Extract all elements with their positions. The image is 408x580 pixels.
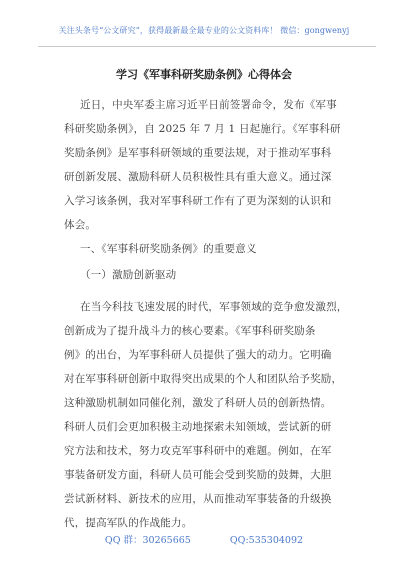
- body-line: 例》的出台，为军事科研人员提供了强大的动力。它明确: [64, 349, 332, 361]
- footer-contact: [0, 532, 408, 546]
- page-title: 学习《军事科研奖励条例》心得体会: [116, 68, 292, 81]
- subsection-heading: （一）激励创新驱动: [80, 269, 177, 281]
- body-line: 事装备研发方面，科研人员可能会受到奖励的鼓舞，大胆: [64, 469, 332, 481]
- body-line: 对在军事科研创新中取得突出成果的个人和团队给予奖励，: [64, 373, 343, 385]
- body-line: 尝试新材料、新技术的应用，从而推动军事装备的升级换: [64, 493, 332, 505]
- footer-qq-group: QQ 群：30265665: [104, 535, 191, 546]
- footer-qq: QQ:535304092: [229, 535, 304, 546]
- body-line: 代，提高军队的作战能力。: [64, 517, 193, 529]
- body-line: 究方法和技术，努力攻克军事科研中的难题。例如，在军: [64, 445, 332, 457]
- body-line: 研创新发展、激励科研人员积极性具有重大意义。通过深: [64, 171, 332, 183]
- header-divider: [38, 46, 376, 47]
- body-line: 体会。: [64, 219, 97, 231]
- body-line: 科研奖励条例》，自 2025 年 7 月 1 日起施行。《军事科研: [64, 123, 341, 135]
- body-line: 近日，中央军委主席习近平日前签署命令，发布《军事: [80, 99, 337, 111]
- body-line: 在当今科技飞速发展的时代，军事领域的竞争愈发激烈，: [80, 301, 348, 313]
- body-line: 这种激励机制如同催化剂，激发了科研人员的创新热情。: [64, 397, 332, 409]
- body-line: 奖励条例》是军事科研领域的重要法规，对于推动军事科: [64, 147, 332, 159]
- body-line: 科研人员们会更加积极主动地探索未知领域，尝试新的研: [64, 421, 332, 433]
- section-heading: 一、《军事科研奖励条例》的重要意义: [80, 243, 257, 255]
- header-banner: 关注头条号“公文研究”，获得最新最全最专业的公文资料库！ 微信：gongwenyj: [58, 26, 350, 35]
- body-line: 入学习该条例，我对军事科研工作有了更为深刻的认识和: [64, 195, 332, 207]
- body-line: 创新成为了提升战斗力的核心要素。《军事科研奖励条: [64, 325, 316, 337]
